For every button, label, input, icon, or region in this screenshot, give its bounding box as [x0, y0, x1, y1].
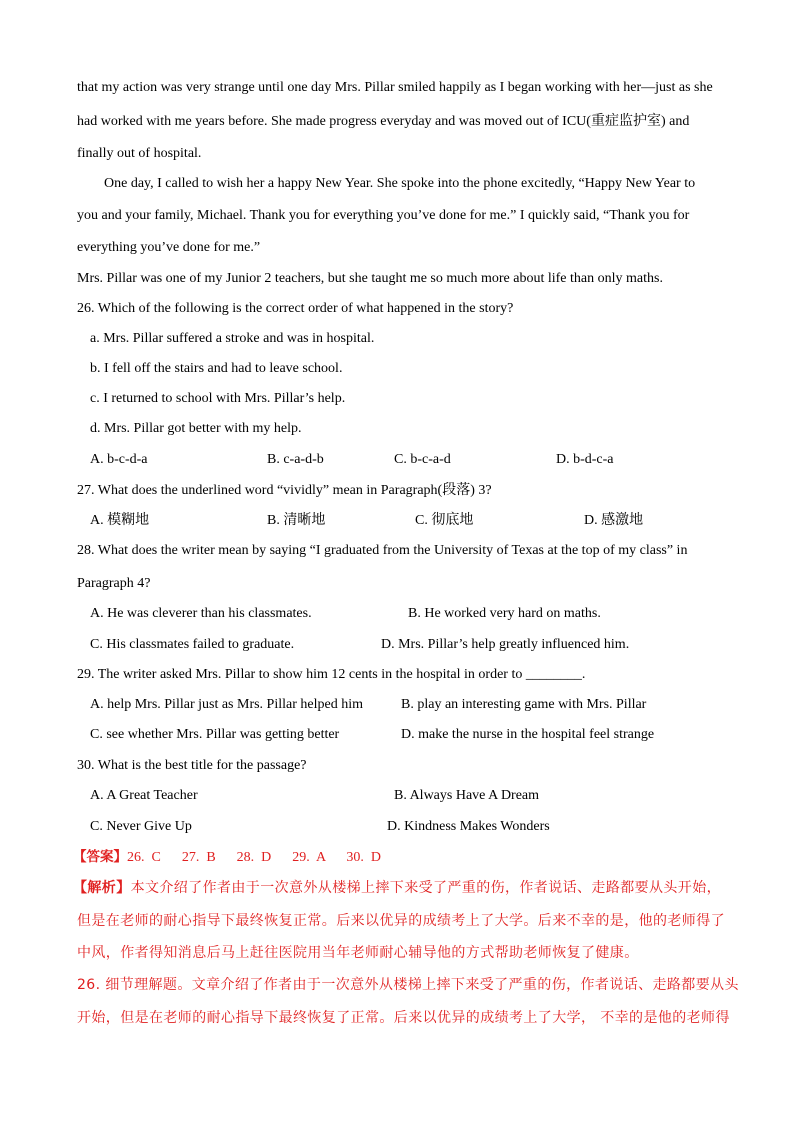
analysis-line: 26. 细节理解题。文章介绍了作者由于一次意外从楼梯上摔下来受了严重的伤，作者说话、走路都要从头 [77, 977, 739, 993]
question-stem: 28. What does the writer mean by saying “I graduated from the University of Texas at the top of my class” in [77, 543, 688, 558]
event-item: c. I returned to school with Mrs. Pillar’s help. [90, 391, 346, 406]
analysis-line: 但是在老师的耐心指导下最终恢复正常。后来以优异的成绩考上了大学。后来不幸的是，他的老师得了 [77, 913, 725, 929]
question-stem: 29. The writer asked Mrs. Pillar to show him 12 cents in the hospital in order to ________. [77, 667, 586, 682]
passage-line: everything you’ve done for me.” [77, 240, 261, 255]
option-c: C. b-c-a-d [394, 452, 451, 467]
question-stem: Paragraph 4? [77, 576, 151, 591]
option-b: B. Always Have A Dream [394, 788, 540, 803]
option-a: A. help Mrs. Pillar just as Mrs. Pillar helped him [90, 697, 363, 712]
option-a: A. b-c-d-a [90, 452, 148, 467]
passage-line: finally out of hospital. [77, 146, 202, 161]
passage-line: Mrs. Pillar was one of my Junior 2 teachers, but she taught me so much more about life than only maths. [77, 271, 663, 286]
option-c: C. His classmates failed to graduate. [90, 637, 295, 652]
answer-text: 26. C 27. B 28. D 29. A 30. D [127, 850, 381, 865]
passage-line: that my action was very strange until one day Mrs. Pillar smiled happily as I began working with her—just as she [77, 80, 713, 95]
passage-line: had worked with me years before. She made progress everyday and was moved out of ICU(重症监护室) and [77, 114, 690, 129]
passage-line: you and your family, Michael. Thank you for everything you’ve done for me.” I quickly said, “Thank you for [77, 208, 690, 223]
option-b: B. He worked very hard on maths. [408, 606, 601, 621]
option-b: B. c-a-d-b [267, 452, 324, 467]
analysis-line: 开始，但是在老师的耐心指导下最终恢复了正常。后来以优异的成绩考上了大学， 不幸的是他的老师得 [77, 1010, 730, 1026]
option-a: A. 模糊地 [90, 513, 150, 528]
event-item: a. Mrs. Pillar suffered a stroke and was in hospital. [90, 331, 375, 346]
answer-tag: 【答案】 [73, 849, 127, 865]
question-stem: 30. What is the best title for the passage? [77, 758, 307, 773]
option-c: C. see whether Mrs. Pillar was getting better [90, 727, 340, 742]
option-d: D. Kindness Makes Wonders [387, 819, 550, 834]
passage-line: One day, I called to wish her a happy New Year. She spoke into the phone excitedly, “Happy New Year to [104, 176, 696, 191]
question-stem: 26. Which of the following is the correct order of what happened in the story? [77, 301, 514, 316]
option-d: D. b-d-c-a [556, 452, 614, 467]
option-d: D. Mrs. Pillar’s help greatly influenced him. [381, 637, 630, 652]
event-item: d. Mrs. Pillar got better with my help. [90, 421, 302, 436]
analysis-text: 本文介绍了作者由于一次意外从楼梯上摔下来受了严重的伤，作者说话、走路都要从头开始， [130, 880, 722, 896]
option-d: D. 感激地 [584, 513, 644, 528]
option-b: B. 清晰地 [267, 513, 326, 528]
analysis-tag: 【解析】 [73, 880, 131, 896]
answer-line [73, 847, 381, 868]
question-stem: 27. What does the underlined word “vividly” mean in Paragraph(段落) 3? [77, 483, 492, 498]
option-b: B. play an interesting game with Mrs. Pillar [401, 697, 647, 712]
option-c: C. 彻底地 [415, 513, 474, 528]
option-c: C. Never Give Up [90, 819, 192, 834]
analysis-line: 中风，作者得知消息后马上赶往医院用当年老师耐心辅导他的方式帮助老师恢复了健康。 [77, 945, 639, 961]
option-d: D. make the nurse in the hospital feel strange [401, 727, 655, 742]
event-item: b. I fell off the stairs and had to leave school. [90, 361, 343, 376]
option-a: A. He was cleverer than his classmates. [90, 606, 312, 621]
option-a: A. A Great Teacher [90, 788, 198, 803]
analysis-line [73, 878, 721, 898]
